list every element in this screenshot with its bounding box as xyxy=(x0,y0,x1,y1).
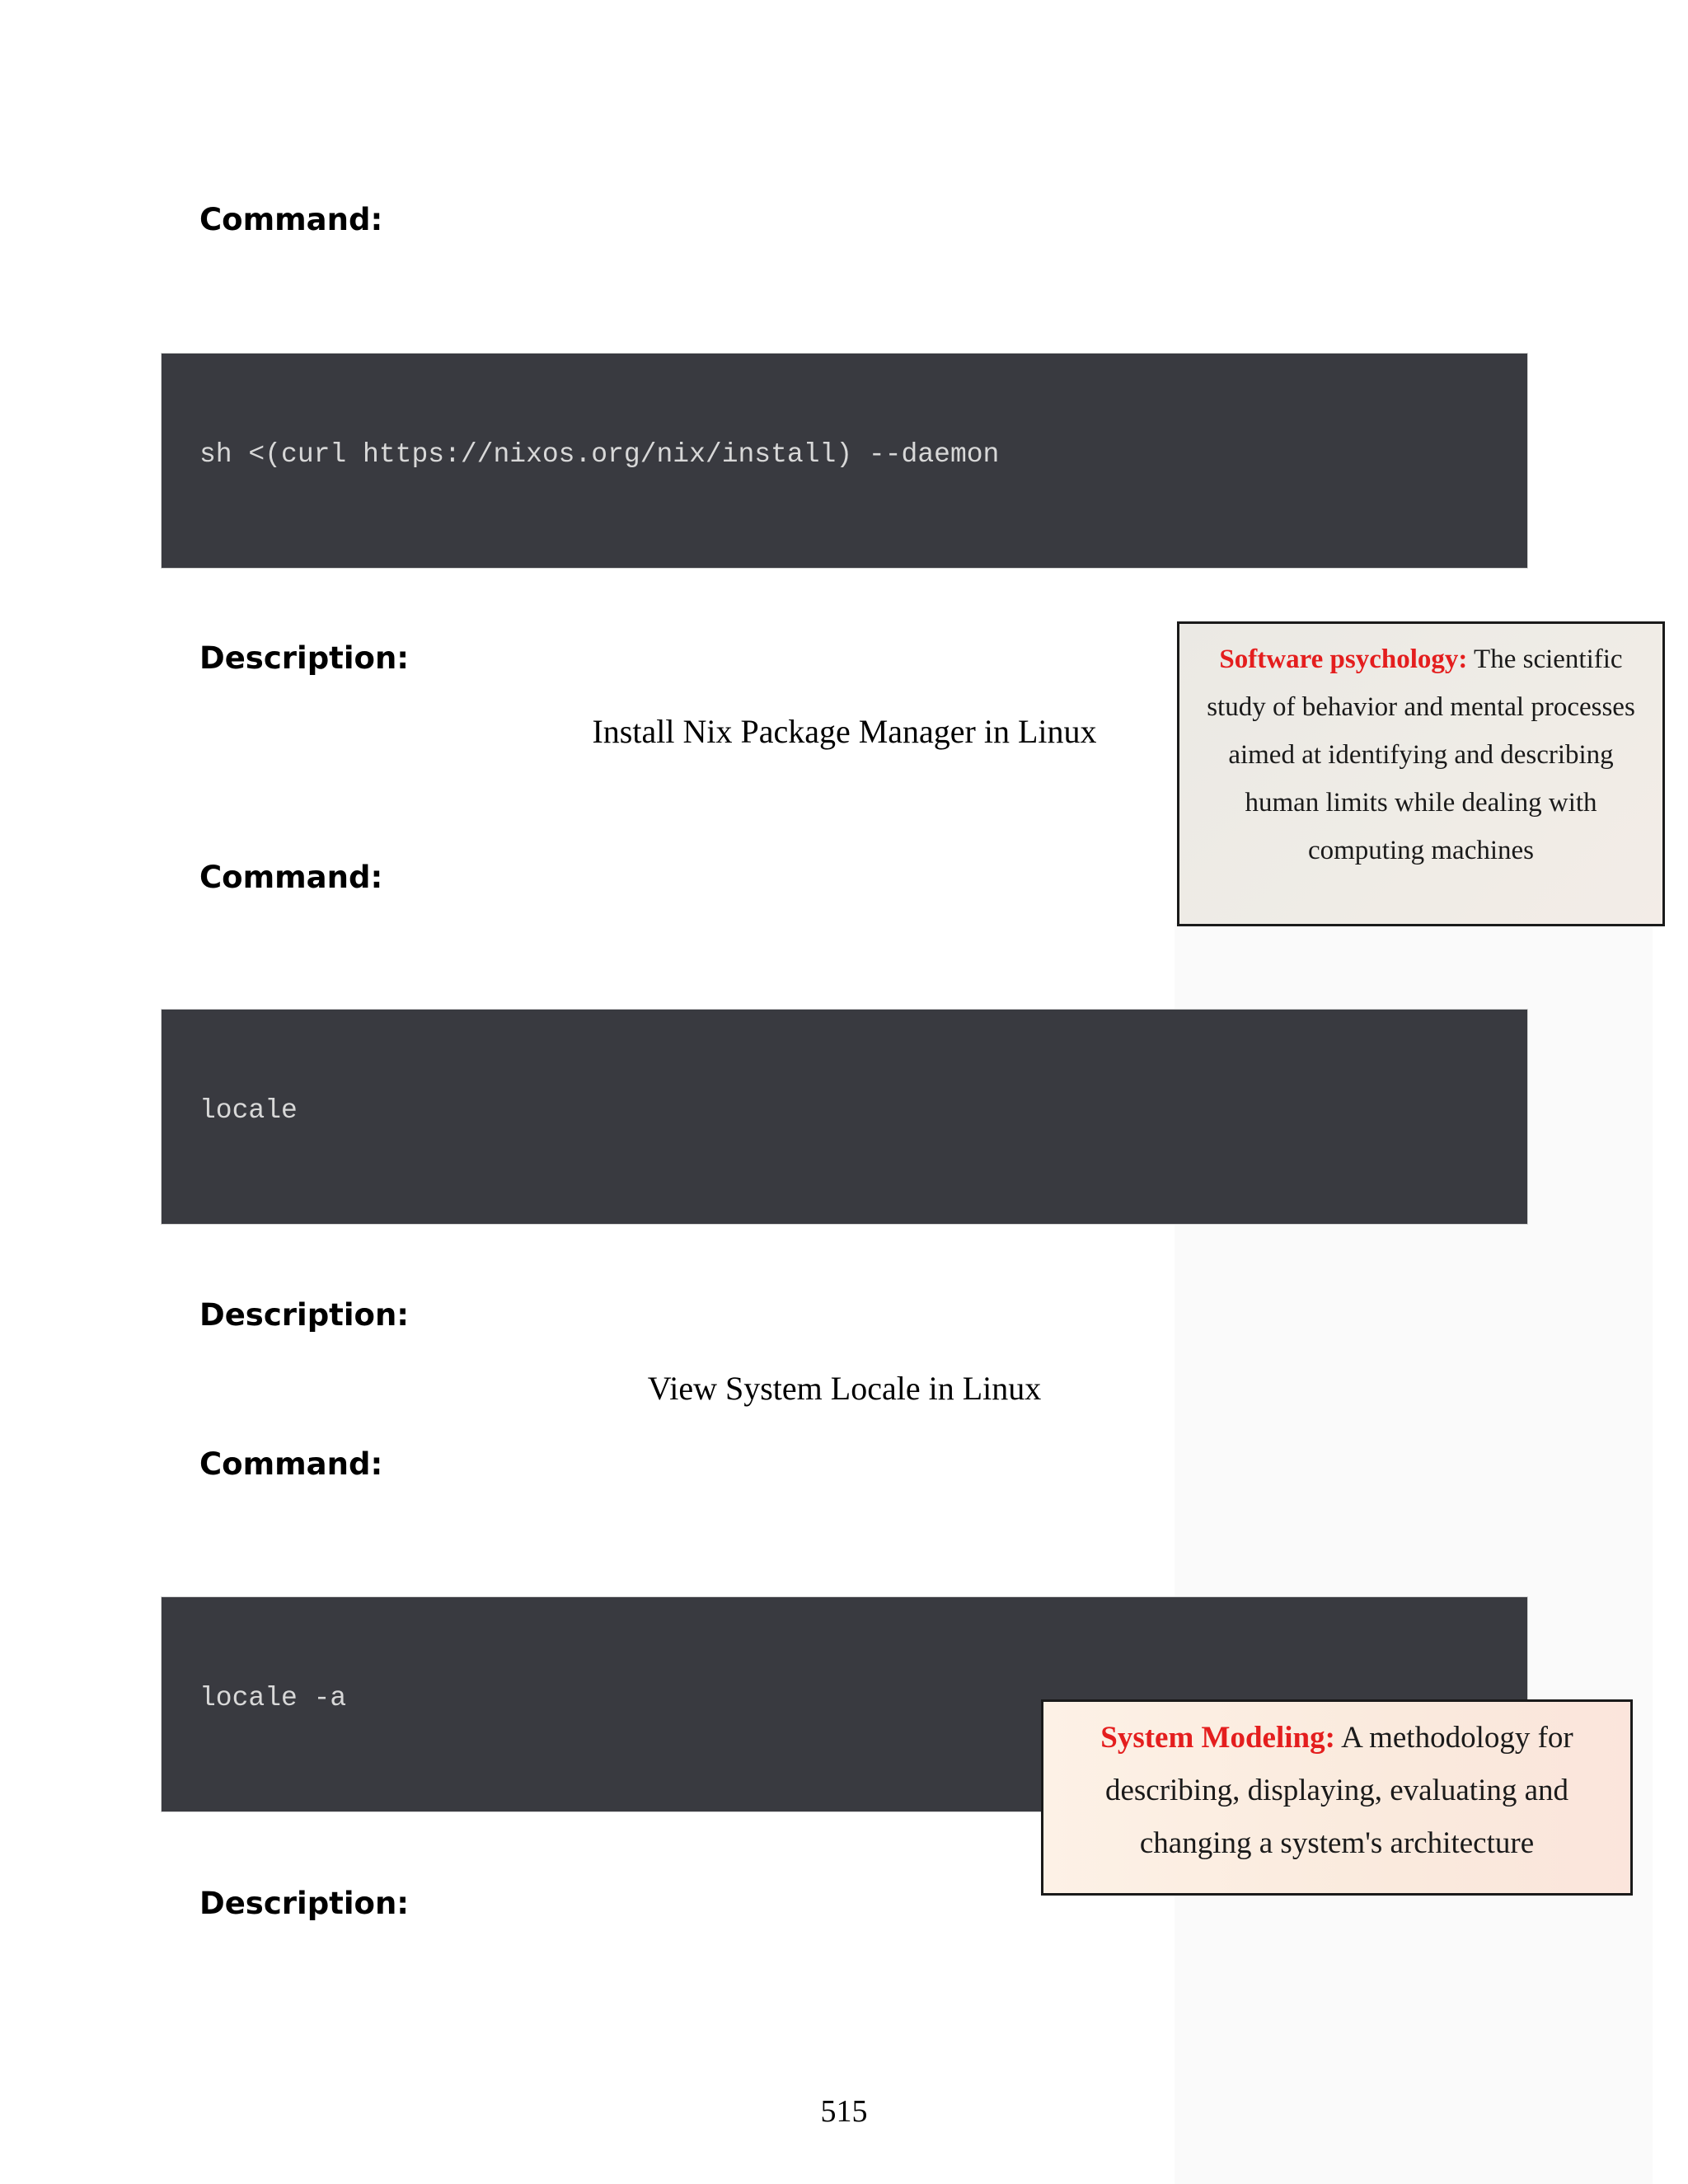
description-label: Description: xyxy=(199,1886,410,1921)
description-label: Description: xyxy=(199,1297,410,1333)
command-text: locale -a xyxy=(199,1683,347,1713)
glossary-callout-system-modeling xyxy=(1041,1699,1633,1896)
command-text: locale xyxy=(199,1095,298,1126)
glossary-callout-software-psychology xyxy=(1177,621,1665,926)
page-number: 515 xyxy=(820,2094,868,2129)
command-label: Command: xyxy=(199,860,383,895)
callout-term: Software psychology: xyxy=(1219,644,1468,674)
callout-definition: The scientific study of behavior and mental processes aimed at identifying and describing human limits while dealing with computing machines xyxy=(1207,644,1635,865)
command-text: sh <(curl https://nixos.org/nix/install) --daemon xyxy=(199,439,1000,470)
description-label: Description: xyxy=(199,640,410,676)
code-block[interactable] xyxy=(161,353,1528,569)
description-text: View System Locale in Linux xyxy=(647,1370,1042,1407)
command-label: Command: xyxy=(199,1446,383,1482)
command-label: Command: xyxy=(199,202,383,237)
callout-term: System Modeling: xyxy=(1100,1721,1335,1755)
callout-definition: A methodology for describing, displaying, evaluating and changing a system's architecture xyxy=(1104,1721,1573,1860)
code-block[interactable] xyxy=(161,1009,1528,1225)
description-text: Install Nix Package Manager in Linux xyxy=(592,713,1097,750)
